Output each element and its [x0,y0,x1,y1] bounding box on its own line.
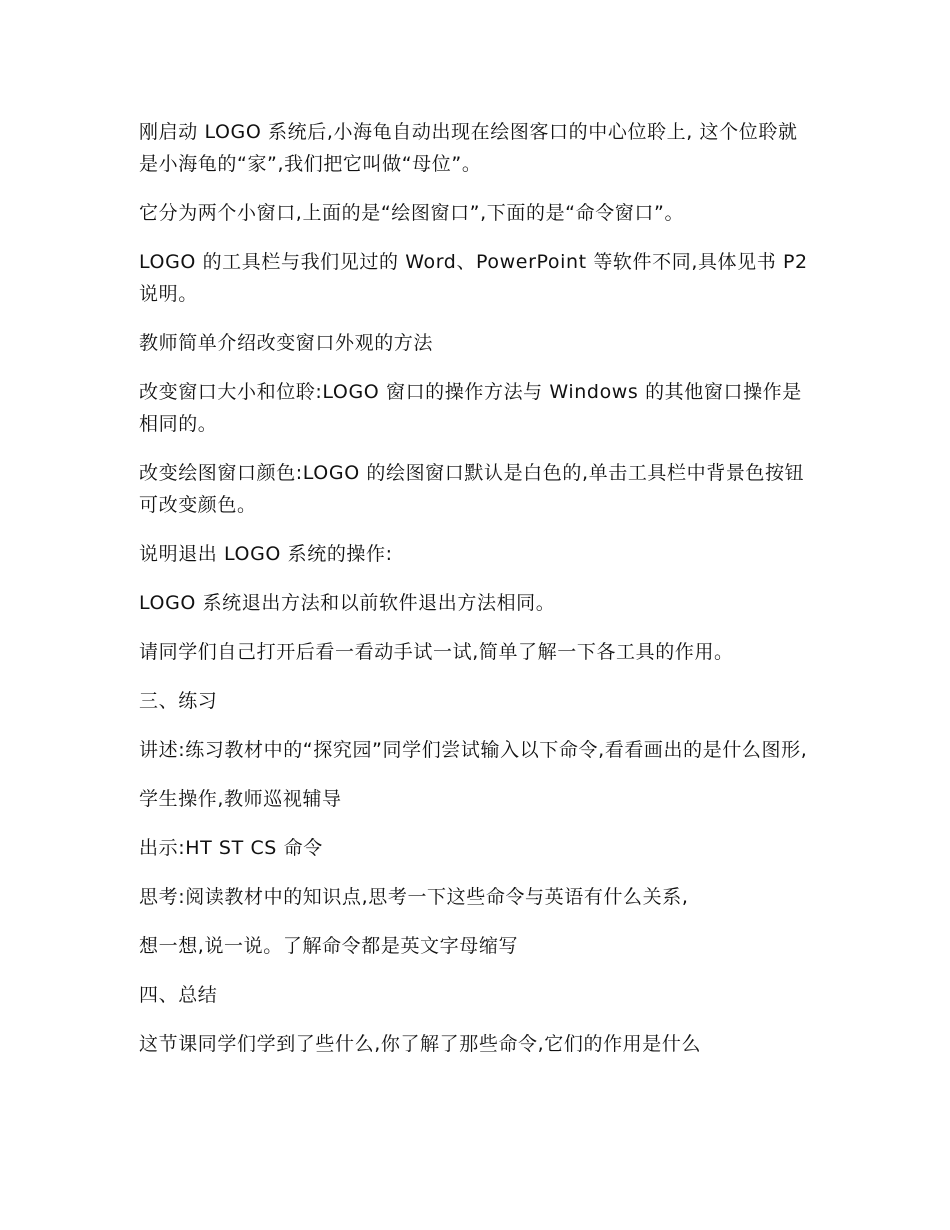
paragraph-summary: 这节课同学们学到了些什么,你了解了那些命令,它们的作用是什么 [139,1033,702,1055]
document-body [139,116,811,1077]
paragraph-resize-window: 改变窗口大小和位聆:LOGO 窗口的操作方法与 Windows 的其他窗口操作是相同的。 [139,381,802,435]
paragraph-student-operation: 学生操作,教师巡视辅导 [139,788,342,810]
paragraph-windows-split: 它分为两个小窗口,上面的是“绘图窗口”,下面的是“命令窗口”。 [139,202,685,224]
paragraph-logo-start: 刚启动 LOGO 系统后,小海龟自动出现在绘图客口的中心位聆上, 这个位聆就是小海龟的“家”,我们把它叫做“母位”。 [139,121,798,175]
section-heading-practice: 三、练习 [139,690,218,712]
paragraph-practice-instruction: 讲述:练习教材中的“探究园”同学们尝试输入以下命令,看看画出的是什么图形, [139,739,808,761]
paragraph-discuss: 想一想,说一说。了解命令都是英文字母缩写 [139,935,519,957]
paragraph-try-tools: 请同学们自己打开后看一看动手试一试,简单了解一下各工具的作用。 [139,641,734,663]
paragraph-teacher-intro: 教师简单介绍改变窗口外观的方法 [139,332,434,354]
paragraph-think: 思考:阅读教材中的知识点,思考一下这些命令与英语有什么关系, [139,886,689,908]
paragraph-exit-method: LOGO 系统退出方法和以前软件退出方法相同。 [139,592,556,614]
paragraph-show-commands: 出示:HT ST CS 命令 [139,837,323,859]
paragraph-exit-heading: 说明退出 LOGO 系统的操作: [139,543,393,565]
paragraph-change-color: 改变绘图窗口颜色:LOGO 的绘图窗口默认是白色的,单击工具栏中背景色按钮可改变颜色。 [139,462,805,516]
paragraph-toolbar: LOGO 的工具栏与我们见过的 Word、PowerPoint 等软件不同,具体见书 P2 说明。 [139,251,808,305]
section-heading-summary: 四、总结 [139,984,218,1006]
